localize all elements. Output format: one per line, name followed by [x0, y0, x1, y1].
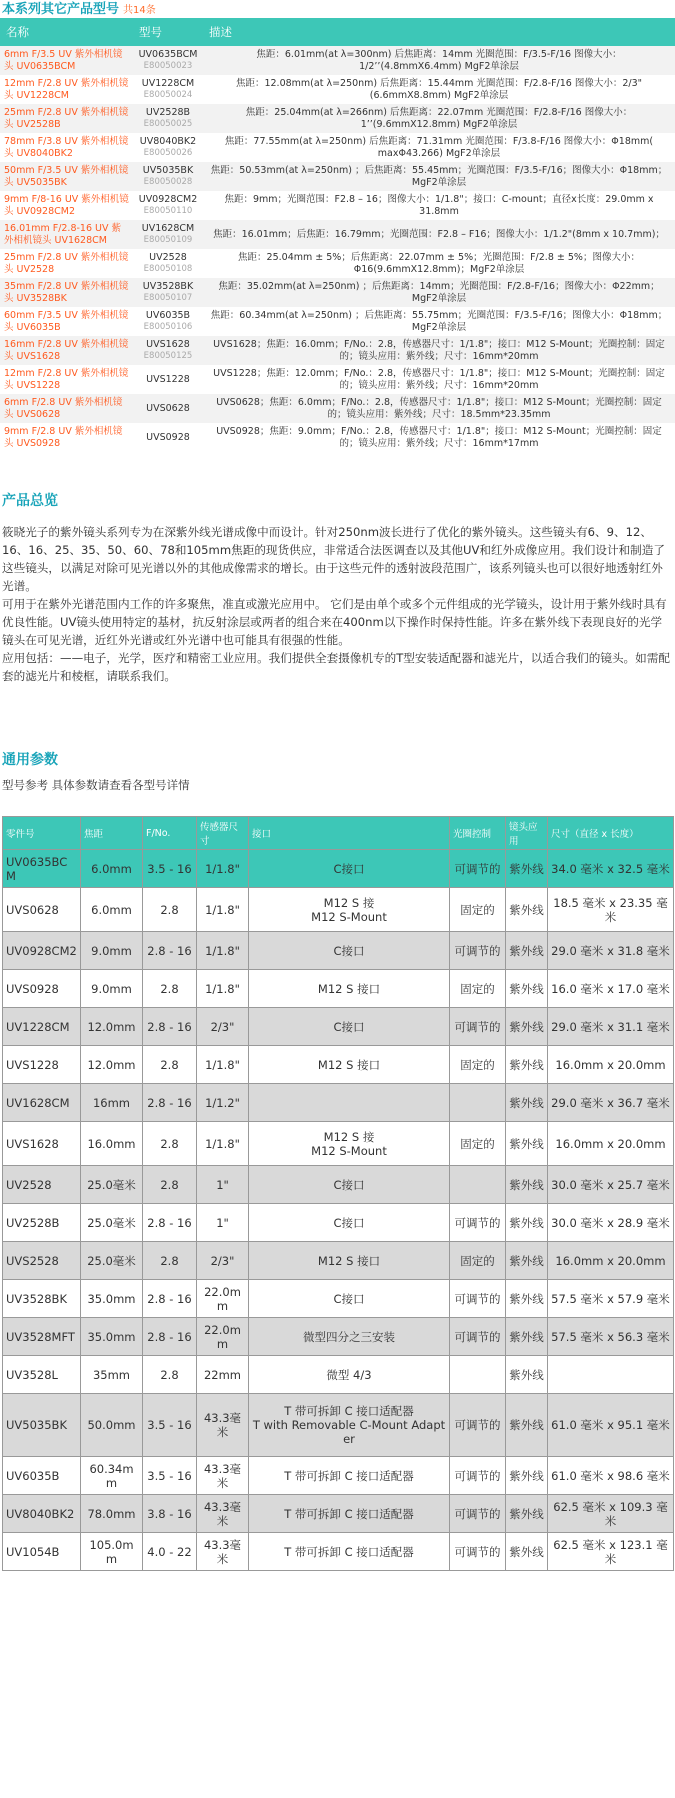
- params-cell-f-number: 4.0 - 22: [143, 1533, 197, 1571]
- params-cell-f-number: 2.8: [143, 1242, 197, 1280]
- params-row: [3, 1204, 674, 1242]
- related-product-row[interactable]: [0, 46, 675, 75]
- related-product-description: 焦距：9mm；光圈范围：F2.8 – 16；图像大小：1/1.8"；接口：C-mount；直径x长度：29.0mm x 31.8mm: [224, 194, 654, 217]
- related-product-model-number: UVS1628: [146, 339, 190, 350]
- params-cell-iris-control: [450, 1084, 506, 1122]
- params-col-fno: F/No.: [143, 817, 197, 850]
- params-title: 通用参数: [2, 752, 58, 768]
- related-products-count: 共14条: [123, 5, 156, 16]
- params-cell-dimensions: 61.0 毫米 x 95.1 毫米: [548, 1394, 674, 1457]
- params-cell-mount: C接口: [249, 850, 450, 888]
- params-cell-sensor-size: 43.3毫米: [197, 1533, 249, 1571]
- params-cell-part-number: UVS2528: [3, 1242, 81, 1280]
- related-product-row[interactable]: [0, 162, 675, 191]
- params-cell-sensor-size: 1/1.8": [197, 1046, 249, 1084]
- params-cell-part-number: UV8040BK2: [3, 1495, 81, 1533]
- related-product-row[interactable]: [0, 104, 675, 133]
- params-cell-dimensions: 57.5 毫米 x 56.3 毫米: [548, 1318, 674, 1356]
- params-cell-sensor-size: 43.3毫米: [197, 1394, 249, 1457]
- params-cell-dimensions: 16.0mm x 20.0mm: [548, 1046, 674, 1084]
- params-row: [3, 1394, 674, 1457]
- related-product-code: E80050107: [143, 292, 193, 303]
- related-product-model-number: UVS1228: [146, 373, 190, 385]
- params-cell-f-number: 2.8: [143, 1122, 197, 1166]
- related-product-name-link[interactable]: 25mm F/2.8 UV 紫外相机镜头 UV2528B: [0, 104, 133, 133]
- params-cell-part-number: UV3528MFT: [3, 1318, 81, 1356]
- overview-paragraph: 可用于在紫外光谱范围内工作的许多聚焦，准直或激光应用中。 它们是由单个或多个元件组成的光学镜头，设计用于紫外线时具有优良性能。UV镜头使用特定的基材，抗反射涂层或两者的组合来在400nm以下操作时保持性能。许多在紫外线下表现良好的光学镜头在可见光谱，近红外光谱或红外光谱中也可能具有很强的性能。: [2, 597, 667, 647]
- related-product-code: E80050110: [143, 205, 193, 216]
- params-cell-application: 紫外线: [506, 1394, 548, 1457]
- related-product-description: 焦距：35.02mm(at λ=250nm) ；后焦距离：14mm；光圈范围：F/2.8-F/16；图像大小：Φ22mm；MgF2单涂层: [203, 278, 675, 307]
- related-product-model: [133, 307, 203, 336]
- related-product-description: UVS1628；焦距：16.0mm；F/No.：2.8，传感器尺寸：1/1.8"；接口：M12 S-Mount；光圈控制：固定的；镜头应用：紫外线；尺寸：16mm*20mm: [203, 336, 675, 365]
- related-product-code: E80050108: [143, 263, 193, 274]
- params-cell-f-number: 2.8 - 16: [143, 1280, 197, 1318]
- params-cell-f-number: 2.8: [143, 1356, 197, 1394]
- overview-title: 产品总览: [2, 493, 58, 509]
- related-product-code: E80050026: [143, 147, 193, 158]
- params-cell-part-number: UVS0928: [3, 970, 81, 1008]
- related-product-description: UVS1228；焦距：12.0mm；F/No.：2.8，传感器尺寸：1/1.8"；接口：M12 S-Mount；光圈控制：固定的；镜头应用：紫外线；尺寸：16mm*20mm: [213, 368, 665, 391]
- overview-paragraph: 筱晓光子的紫外镜头系列专为在深紫外线光谱成像中而设计。针对250nm波长进行了优化的紫外镜头。这些镜头有6、9、12、16、16、25、35、50、60、78和105mm焦距的现货供应，非常适合法医调查以及其他UV和红外成像应用。我们设计和制造了这些镜头，以满足对除可见光谱以外的其他成像需求的增长。由于这些元件的透射波段范围广，该系列镜头也可以很好地透射红外光谱。: [2, 525, 665, 593]
- params-cell-focal-length: 35mm: [81, 1356, 143, 1394]
- params-row: [3, 1457, 674, 1495]
- related-product-model: [133, 162, 203, 191]
- params-cell-mount: M12 S 接口: [249, 1242, 450, 1280]
- params-header-row: [3, 817, 674, 850]
- params-cell-iris-control: 固定的: [450, 1046, 506, 1084]
- params-cell-application: 紫外线: [506, 1533, 548, 1571]
- params-row: [3, 1242, 674, 1280]
- params-cell-application: 紫外线: [506, 1084, 548, 1122]
- related-product-model: [133, 365, 203, 394]
- params-cell-mount: T 带可拆卸 C 接口适配器 T with Removable C-Mount Adapter: [249, 1394, 450, 1457]
- params-cell-mount: T 带可拆卸 C 接口适配器: [249, 1495, 450, 1533]
- params-col-part: 零件号: [3, 817, 81, 850]
- related-product-row[interactable]: [0, 365, 675, 394]
- params-cell-iris-control: 可调节的: [450, 1204, 506, 1242]
- params-cell-mount: M12 S 接 M12 S-Mount: [249, 1122, 450, 1166]
- params-cell-iris-control: 可调节的: [450, 1008, 506, 1046]
- params-row: [3, 1166, 674, 1204]
- params-cell-dimensions: 16.0 毫米 x 17.0 毫米: [548, 970, 674, 1008]
- related-product-model-number: UV2528: [149, 252, 187, 263]
- params-cell-application: 紫外线: [506, 1280, 548, 1318]
- params-cell-application: 紫外线: [506, 970, 548, 1008]
- related-product-model-number: UVS0928: [146, 431, 190, 443]
- params-cell-part-number: UV0635BCM: [3, 850, 81, 888]
- params-cell-dimensions: [548, 1356, 674, 1394]
- params-cell-application: 紫外线: [506, 1495, 548, 1533]
- params-cell-part-number: UVS0628: [3, 888, 81, 932]
- params-cell-f-number: 2.8: [143, 1166, 197, 1204]
- params-cell-focal-length: 35.0mm: [81, 1280, 143, 1318]
- params-cell-sensor-size: 22.0mm: [197, 1318, 249, 1356]
- related-product-model-number: UV1628CM: [141, 223, 195, 234]
- params-cell-application: 紫外线: [506, 1457, 548, 1495]
- params-cell-iris-control: 可调节的: [450, 932, 506, 970]
- params-cell-sensor-size: 1/1.8": [197, 850, 249, 888]
- params-cell-application: 紫外线: [506, 1356, 548, 1394]
- params-cell-mount: C接口: [249, 1008, 450, 1046]
- params-cell-f-number: 2.8 - 16: [143, 1008, 197, 1046]
- related-product-model-number: UV2528B: [145, 107, 191, 118]
- params-col-iris: 光圈控制: [450, 817, 506, 850]
- params-cell-focal-length: 9.0mm: [81, 970, 143, 1008]
- params-cell-focal-length: 12.0mm: [81, 1046, 143, 1084]
- related-product-model-number: UV0635BCM: [138, 49, 198, 60]
- related-product-model-number: UV5035BK: [142, 165, 194, 176]
- related-product-code: E80050125: [143, 350, 193, 361]
- params-cell-application: 紫外线: [506, 1242, 548, 1280]
- params-cell-dimensions: 30.0 毫米 x 25.7 毫米: [548, 1166, 674, 1204]
- related-product-model-number: UV8040BK2: [139, 136, 197, 147]
- params-cell-dimensions: 18.5 毫米 x 23.35 毫米: [548, 888, 674, 932]
- params-cell-mount: M12 S 接口: [249, 970, 450, 1008]
- related-product-model: [133, 249, 203, 278]
- params-cell-f-number: 2.8 - 16: [143, 1318, 197, 1356]
- params-cell-focal-length: 12.0mm: [81, 1008, 143, 1046]
- params-cell-sensor-size: 1/1.2": [197, 1084, 249, 1122]
- params-cell-part-number: UV5035BK: [3, 1394, 81, 1457]
- related-product-name-link[interactable]: 12mm F/2.8 UV 紫外相机镜头 UVS1228: [4, 368, 129, 391]
- related-product-model: [133, 75, 203, 104]
- params-row: [3, 1084, 674, 1122]
- params-cell-focal-length: 9.0mm: [81, 932, 143, 970]
- params-cell-dimensions: 62.5 毫米 x 123.1 毫米: [548, 1533, 674, 1571]
- params-cell-application: 紫外线: [506, 1318, 548, 1356]
- params-cell-mount: 微型 4/3: [249, 1356, 450, 1394]
- params-cell-focal-length: 105.0mm: [81, 1533, 143, 1571]
- related-product-description: 焦距：50.53mm(at λ=250nm) ；后焦距离：55.45mm；光圈范围：F/3.5-F/16；图像大小：Φ18mm；MgF2单涂层: [203, 162, 675, 191]
- params-cell-dimensions: 30.0 毫米 x 28.9 毫米: [548, 1204, 674, 1242]
- params-cell-iris-control: 可调节的: [450, 1533, 506, 1571]
- related-product-row[interactable]: [0, 423, 675, 452]
- params-cell-iris-control: 可调节的: [450, 1495, 506, 1533]
- params-cell-dimensions: 62.5 毫米 x 109.3 毫米: [548, 1495, 674, 1533]
- params-cell-dimensions: 57.5 毫米 x 57.9 毫米: [548, 1280, 674, 1318]
- related-product-description: 焦距：60.34mm(at λ=250nm) ；后焦距离：55.75mm；光圈范围：F/3.5-F/16；图像大小：Φ18mm；MgF2单涂层: [210, 310, 668, 333]
- params-cell-iris-control: 可调节的: [450, 1457, 506, 1495]
- related-product-code: E80050025: [143, 118, 193, 129]
- params-row: [3, 1122, 674, 1166]
- params-cell-dimensions: 29.0 毫米 x 31.1 毫米: [548, 1008, 674, 1046]
- related-product-name-link[interactable]: 78mm F/3.8 UV 紫外相机镜头 UV8040BK2: [4, 136, 129, 159]
- params-cell-mount: T 带可拆卸 C 接口适配器: [249, 1457, 450, 1495]
- related-product-description: 焦距：12.08mm(at λ=250nm) 后焦距离：15.44mm 光圈范围：F/2.8-F/16 图像大小：2/3"(6.6mmX8.8mm) MgF2单涂层: [235, 78, 643, 101]
- params-cell-iris-control: [450, 1166, 506, 1204]
- related-product-model-number: UVS0628: [146, 402, 190, 414]
- params-cell-mount: T 带可拆卸 C 接口适配器: [249, 1533, 450, 1571]
- params-row: [3, 970, 674, 1008]
- params-cell-part-number: UV6035B: [3, 1457, 81, 1495]
- related-product-code: E80050024: [143, 89, 193, 100]
- related-product-row[interactable]: [0, 191, 675, 220]
- params-cell-f-number: 3.5 - 16: [143, 1457, 197, 1495]
- params-cell-focal-length: 35.0mm: [81, 1318, 143, 1356]
- params-cell-application: 紫外线: [506, 850, 548, 888]
- params-cell-mount: M12 S 接 M12 S-Mount: [249, 888, 450, 932]
- params-col-sensor: 传感器尺寸: [197, 817, 249, 850]
- params-cell-part-number: UV1228CM: [3, 1008, 81, 1046]
- params-cell-application: 紫外线: [506, 932, 548, 970]
- params-cell-focal-length: 6.0mm: [81, 888, 143, 932]
- params-cell-sensor-size: 22mm: [197, 1356, 249, 1394]
- related-product-model-number: UV1228CM: [141, 78, 195, 89]
- params-cell-sensor-size: 1/1.8": [197, 932, 249, 970]
- params-row: [3, 1046, 674, 1084]
- overview-paragraph: 应用包括：——电子，光学，医疗和精密工业应用。我们提供全套摄像机专的T型安装适配器和滤光片，以适合我们的镜头。如需配套的滤光片和棱框，请联系我们。: [2, 651, 670, 683]
- related-product-row[interactable]: [0, 133, 675, 162]
- params-cell-application: 紫外线: [506, 888, 548, 932]
- related-product-description: UVS0628；焦距：6.0mm；F/No.：2.8，传感器尺寸：1/1.8"；接口：M12 S-Mount；光圈控制：固定的；镜头应用：紫外线；尺寸：18.5mm*23.35mm: [203, 394, 675, 423]
- params-cell-focal-length: 6.0mm: [81, 850, 143, 888]
- related-product-name-link[interactable]: 12mm F/2.8 UV 紫外相机镜头 UV1228CM: [4, 78, 129, 101]
- related-product-row[interactable]: [0, 75, 675, 104]
- params-cell-f-number: 2.8 - 16: [143, 1084, 197, 1122]
- related-product-name-link[interactable]: 9mm F/8-16 UV 紫外相机镜头 UV0928CM2: [4, 194, 129, 217]
- related-product-model: [133, 133, 203, 162]
- params-cell-sensor-size: 1/1.8": [197, 970, 249, 1008]
- params-row: [3, 850, 674, 888]
- related-product-row[interactable]: [0, 249, 675, 278]
- params-row: [3, 1495, 674, 1533]
- related-product-model: [133, 394, 203, 423]
- params-col-mount: 接口: [249, 817, 450, 850]
- related-product-model-number: UV6035B: [145, 310, 191, 321]
- params-cell-part-number: UV2528: [3, 1166, 81, 1204]
- params-cell-f-number: 3.5 - 16: [143, 1394, 197, 1457]
- params-cell-focal-length: 25.0毫米: [81, 1204, 143, 1242]
- params-cell-iris-control: 可调节的: [450, 1394, 506, 1457]
- params-cell-dimensions: 29.0 毫米 x 36.7 毫米: [548, 1084, 674, 1122]
- params-cell-part-number: UVS1628: [3, 1122, 81, 1166]
- params-row: [3, 1008, 674, 1046]
- params-row: [3, 1533, 674, 1571]
- params-cell-f-number: 2.8: [143, 888, 197, 932]
- params-cell-sensor-size: 1/1.8": [197, 888, 249, 932]
- params-cell-part-number: UV2528B: [3, 1204, 81, 1242]
- params-cell-part-number: UV3528BK: [3, 1280, 81, 1318]
- related-product-code: E80050023: [143, 60, 193, 71]
- related-product-model-number: UV3528BK: [142, 281, 194, 292]
- related-product-row[interactable]: [0, 307, 675, 336]
- params-cell-part-number: UV0928CM2: [3, 932, 81, 970]
- related-product-name-link[interactable]: 16mm F/2.8 UV 紫外相机镜头 UVS1628: [0, 336, 133, 365]
- params-cell-sensor-size: 1": [197, 1166, 249, 1204]
- related-product-model: [133, 220, 203, 249]
- related-col-desc: 描述: [203, 18, 675, 46]
- params-cell-focal-length: 16mm: [81, 1084, 143, 1122]
- related-product-name-link[interactable]: 25mm F/2.8 UV 紫外相机镜头 UV2528: [4, 252, 129, 275]
- params-cell-mount: C接口: [249, 932, 450, 970]
- related-product-model: [133, 423, 203, 452]
- related-product-description: 焦距：25.04mm ± 5%；后焦距离：22.07mm ± 5%；光圈范围：F/2.8 ± 5%；图像大小：Φ16(9.6mmX12.8mm)；MgF2单涂层: [238, 252, 640, 275]
- params-cell-dimensions: 16.0mm x 20.0mm: [548, 1122, 674, 1166]
- related-product-name-link[interactable]: 9mm F/2.8 UV 紫外相机镜头 UVS0928: [4, 426, 123, 449]
- params-row: [3, 1318, 674, 1356]
- params-cell-f-number: 2.8 - 16: [143, 932, 197, 970]
- related-product-name-link[interactable]: 6mm F/2.8 UV 紫外相机镜头 UVS0628: [0, 394, 133, 423]
- related-product-name-link[interactable]: 6mm F/3.5 UV 紫外相机镜头 UV0635BCM: [0, 46, 133, 75]
- params-cell-focal-length: 60.34mm: [81, 1457, 143, 1495]
- related-product-description: 焦距：77.55mm(at λ=250nm) 后焦距离：71.31mm 光圈范围：F/3.8-F/16 图像大小：Φ18mm( maxΦ43.266) MgF2单涂层: [224, 136, 654, 159]
- related-product-row[interactable]: [0, 220, 675, 249]
- params-cell-focal-length: 78.0mm: [81, 1495, 143, 1533]
- params-cell-f-number: 2.8: [143, 970, 197, 1008]
- params-cell-part-number: UVS1228: [3, 1046, 81, 1084]
- related-product-model: [133, 46, 203, 75]
- related-product-row[interactable]: [0, 336, 675, 365]
- params-cell-sensor-size: 1": [197, 1204, 249, 1242]
- related-header-row: [0, 18, 675, 46]
- params-cell-focal-length: 16.0mm: [81, 1122, 143, 1166]
- related-product-description: 焦距：16.01mm；后焦距：16.79mm；光圈范围：F2.8 – F16；图像大小：1/1.2"(8mm x 10.7mm)；: [203, 220, 675, 249]
- params-cell-application: 紫外线: [506, 1204, 548, 1242]
- params-table: [2, 816, 674, 1571]
- params-cell-part-number: UV1054B: [3, 1533, 81, 1571]
- related-products-title: 本系列其它产品型号: [2, 2, 120, 17]
- params-subtitle: 型号参考 具体参数请查看各型号详情: [2, 778, 190, 792]
- params-cell-mount: C接口: [249, 1204, 450, 1242]
- params-cell-sensor-size: 43.3毫米: [197, 1457, 249, 1495]
- related-product-model: [133, 104, 203, 133]
- params-cell-iris-control: 可调节的: [450, 1280, 506, 1318]
- params-cell-mount: M12 S 接口: [249, 1046, 450, 1084]
- related-product-row[interactable]: [0, 278, 675, 307]
- related-product-name-link[interactable]: 50mm F/3.5 UV 紫外相机镜头 UV5035BK: [0, 162, 133, 191]
- params-cell-iris-control: 固定的: [450, 1122, 506, 1166]
- related-col-model: 型号: [133, 18, 203, 46]
- related-product-name-link[interactable]: 16.01mm F/2.8-16 UV 紫外相机镜头 UV1628CM: [0, 220, 133, 249]
- params-cell-sensor-size: 43.3毫米: [197, 1495, 249, 1533]
- params-cell-dimensions: 29.0 毫米 x 31.8 毫米: [548, 932, 674, 970]
- overview-text: [0, 523, 675, 685]
- params-cell-iris-control: 固定的: [450, 970, 506, 1008]
- params-cell-f-number: 3.5 - 16: [143, 850, 197, 888]
- related-products-header: [0, 0, 675, 18]
- params-cell-application: 紫外线: [506, 1046, 548, 1084]
- params-row: [3, 888, 674, 932]
- params-cell-part-number: UV1628CM: [3, 1084, 81, 1122]
- related-product-code: E80050028: [143, 176, 193, 187]
- params-cell-dimensions: 34.0 毫米 x 32.5 毫米: [548, 850, 674, 888]
- related-product-model: [133, 336, 203, 365]
- params-col-size: 尺寸（直径 x 长度）: [548, 817, 674, 850]
- related-product-row[interactable]: [0, 394, 675, 423]
- params-cell-sensor-size: 2/3": [197, 1008, 249, 1046]
- params-cell-iris-control: [450, 1356, 506, 1394]
- params-cell-iris-control: 固定的: [450, 1242, 506, 1280]
- params-cell-focal-length: 50.0mm: [81, 1394, 143, 1457]
- params-cell-mount: [249, 1084, 450, 1122]
- params-cell-application: 紫外线: [506, 1122, 548, 1166]
- params-cell-focal-length: 25.0毫米: [81, 1242, 143, 1280]
- related-product-model-number: UV0928CM2: [138, 194, 198, 205]
- params-cell-f-number: 3.8 - 16: [143, 1495, 197, 1533]
- related-col-name: 名称: [0, 18, 133, 46]
- params-cell-iris-control: 可调节的: [450, 850, 506, 888]
- params-cell-mount: C接口: [249, 1166, 450, 1204]
- params-row: [3, 932, 674, 970]
- related-product-name-link[interactable]: 35mm F/2.8 UV 紫外相机镜头 UV3528BK: [0, 278, 133, 307]
- params-cell-dimensions: 61.0 毫米 x 98.6 毫米: [548, 1457, 674, 1495]
- params-cell-focal-length: 25.0毫米: [81, 1166, 143, 1204]
- related-product-description: 焦距：6.01mm(at λ=300nm) 后焦距离：14mm 光圈范围：F/3.5-F/16 图像大小：1/2’’(4.8mmX6.4mm) MgF2单涂层: [203, 46, 675, 75]
- related-product-code: E80050106: [143, 321, 193, 332]
- params-cell-part-number: UV3528L: [3, 1356, 81, 1394]
- params-cell-mount: C接口: [249, 1280, 450, 1318]
- related-product-model: [133, 191, 203, 220]
- related-product-code: E80050109: [143, 234, 193, 245]
- params-cell-f-number: 2.8 - 16: [143, 1204, 197, 1242]
- params-cell-application: 紫外线: [506, 1008, 548, 1046]
- params-cell-application: 紫外线: [506, 1166, 548, 1204]
- params-row: [3, 1356, 674, 1394]
- related-products-table: [0, 18, 675, 452]
- params-cell-dimensions: 16.0mm x 20.0mm: [548, 1242, 674, 1280]
- params-cell-mount: 微型四分之三安装: [249, 1318, 450, 1356]
- related-product-model: [133, 278, 203, 307]
- params-cell-iris-control: 可调节的: [450, 1318, 506, 1356]
- related-product-description: 焦距：25.04mm(at λ=266nm) 后焦距离：22.07mm 光圈范围：F/2.8-F/16 图像大小：1’’(9.6mmX12.8mm) MgF2单涂层: [203, 104, 675, 133]
- related-product-description: UVS0928；焦距：9.0mm；F/No.：2.8，传感器尺寸：1/1.8"；接口：M12 S-Mount；光圈控制：固定的；镜头应用：紫外线；尺寸：16mm*17mm: [216, 426, 662, 449]
- params-row: [3, 1280, 674, 1318]
- params-col-focal: 焦距: [81, 817, 143, 850]
- related-product-name-link[interactable]: 60mm F/3.5 UV 紫外相机镜头 UV6035B: [4, 310, 129, 333]
- params-cell-sensor-size: 22.0mm: [197, 1280, 249, 1318]
- params-col-application: 镜头应用: [506, 817, 548, 850]
- params-cell-sensor-size: 1/1.8": [197, 1122, 249, 1166]
- params-cell-f-number: 2.8: [143, 1046, 197, 1084]
- params-cell-sensor-size: 2/3": [197, 1242, 249, 1280]
- params-cell-iris-control: 固定的: [450, 888, 506, 932]
